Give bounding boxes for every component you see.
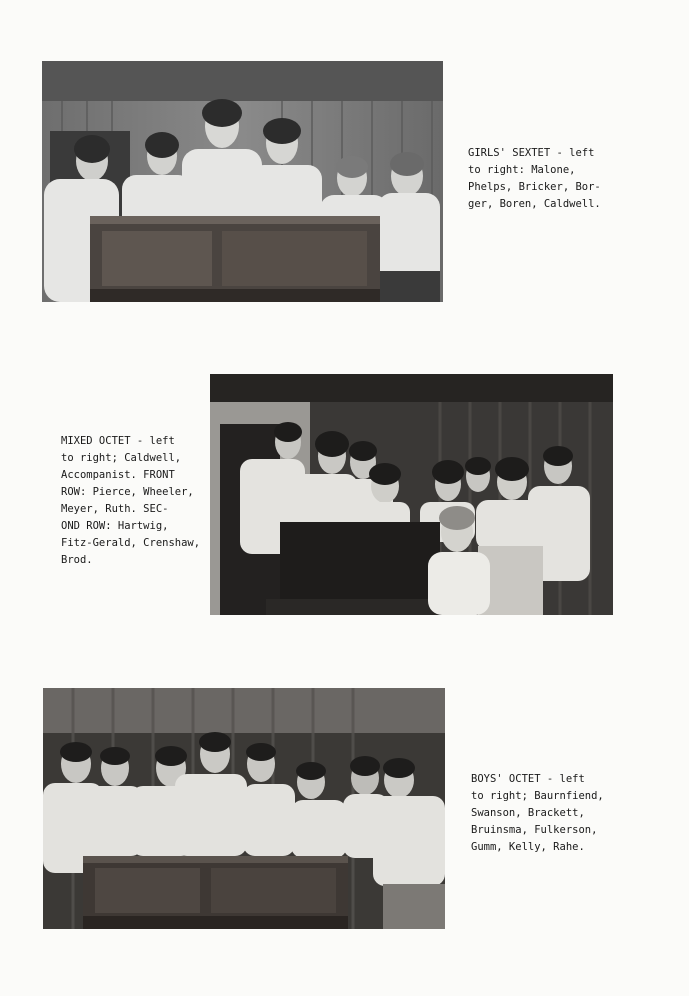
caption-line: to right; Caldwell, bbox=[61, 452, 182, 464]
caption-line: MIXED OCTET - left bbox=[61, 435, 175, 447]
caption-line: to right; Baurnfiend, bbox=[471, 790, 604, 802]
caption-line: OND ROW: Hartwig, bbox=[61, 520, 169, 532]
caption-line: to right: Malone, bbox=[468, 164, 576, 176]
caption-line: ger, Boren, Caldwell. bbox=[468, 198, 601, 210]
caption-line: Bruinsma, Fulkerson, bbox=[471, 824, 598, 836]
mixed-octet-photo bbox=[210, 374, 613, 615]
boys-octet-caption bbox=[471, 771, 604, 856]
caption-line: Accompanist. FRONT bbox=[61, 469, 175, 481]
caption-line: BOYS' OCTET - left bbox=[471, 773, 585, 785]
girls-sextet-caption bbox=[468, 145, 601, 213]
girls-sextet-photo bbox=[42, 61, 443, 302]
caption-line: Gumm, Kelly, Rahe. bbox=[471, 841, 585, 853]
caption-line: Meyer, Ruth. SEC- bbox=[61, 503, 169, 515]
caption-line: ROW: Pierce, Wheeler, bbox=[61, 486, 194, 498]
caption-line: Phelps, Bricker, Bor- bbox=[468, 181, 601, 193]
mixed-octet-caption bbox=[61, 433, 200, 569]
boys-octet-photo bbox=[43, 688, 445, 929]
caption-line: Swanson, Brackett, bbox=[471, 807, 585, 819]
caption-line: GIRLS' SEXTET - left bbox=[468, 147, 595, 159]
caption-line: Fitz-Gerald, Crenshaw, bbox=[61, 537, 201, 549]
caption-line: Brod. bbox=[61, 554, 93, 566]
